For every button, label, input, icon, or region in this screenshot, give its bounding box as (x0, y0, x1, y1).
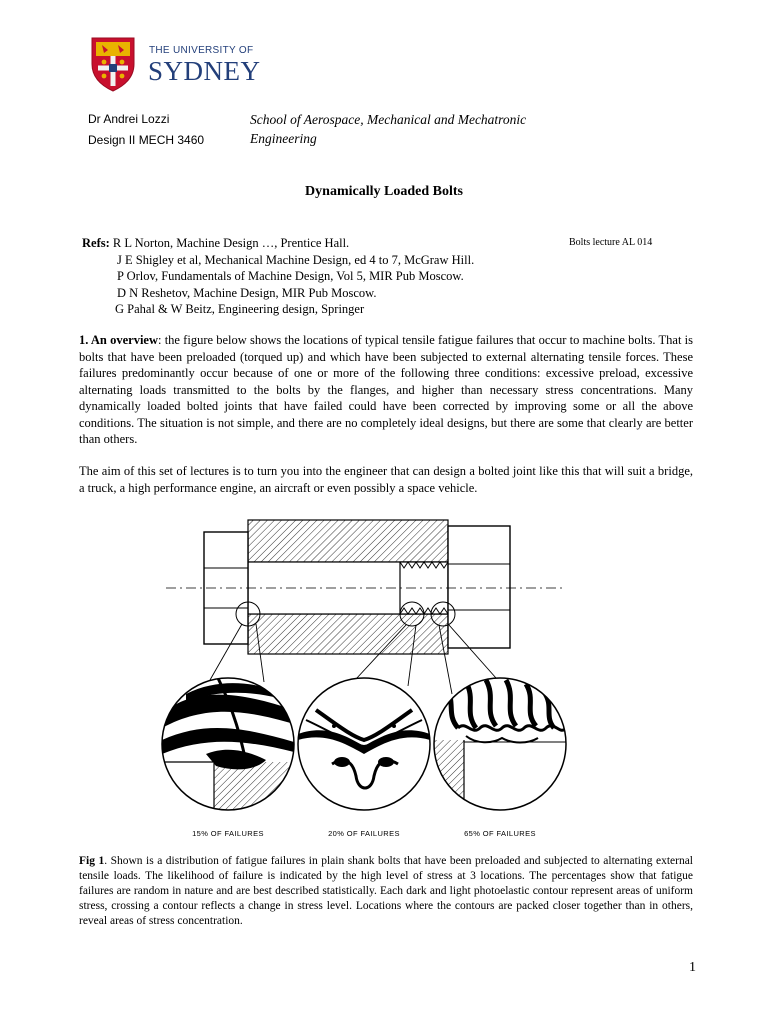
flange-bottom (248, 614, 448, 654)
page-number: 1 (689, 960, 696, 975)
school-line-2: Engineering (250, 131, 317, 146)
bolt-failure-illustration (146, 514, 578, 844)
author-name: Dr Andrei Lozzi (88, 112, 170, 126)
references-block (82, 235, 552, 318)
logo-line-2: SYDNEY (148, 56, 261, 86)
caption-label: Fig 1 (79, 855, 105, 867)
document-title: Dynamically Loaded Bolts (305, 184, 463, 199)
logo-line-1: THE UNIVERSITY OF (149, 45, 254, 56)
figure-caption (79, 854, 693, 929)
reference-line: G Pahal & W Beitz, Engineering design, Springer (115, 302, 365, 316)
failure-label-2: 20% OF FAILURES (328, 829, 400, 838)
overview-text: : the figure below shows the locations of typical tensile fatigue failures that occur to machine bolts. That is bolts that have been preloaded (torqued up) and which have been subjected to external alternating tensile forces. These failures predominantly occur because of one or more of the following three conditions: excessive preload, excessive alternating loads transmitted to the bolts by the flanges, and higher than necessary stress concentrations. Many dynamically loaded bolted joints that have failed could have been corrected by improving some or all the above conditions. The situation is not simple, and there are no completely ideal designs, but there are some that clearly are better than others. (79, 333, 693, 446)
caption-text: . Shown is a distribution of fatigue failures in plain shank bolts that have been preloaded and subjected to alternating external tensile loads. The likelihood of failure is indicated by the high level of stress at 3 locations. The percentages show that fatigue failures are random in nature and are best described statistically. Each dark and light photoelastic contour represent areas of uniform stress, crossing a contour reflects a change in stress level. Locations where the contours are packed closer together than in others, reveal areas of stress concentration. (79, 855, 693, 927)
reference-line: J E Shigley et al, Mechanical Machine Design, ed 4 to 7, McGraw Hill. (117, 252, 475, 267)
photoelastic-detail-head-fillet (162, 674, 294, 810)
school-line-1: School of Aerospace, Mechanical and Mechatronic (250, 112, 527, 127)
university-logo (90, 36, 260, 92)
flange-top (248, 520, 448, 562)
aim-paragraph: The aim of this set of lectures is to turn you into the engineer that can design a bolted joint like this that will suit a bridge, a truck, a high performance engine, an aircraft or even possibly a space vehicle. (79, 464, 693, 495)
refs-label: Refs: (82, 236, 110, 250)
reference-line: D N Reshetov, Machine Design, MIR Pub Moscow. (117, 285, 377, 300)
failure-label-3: 65% OF FAILURES (464, 829, 536, 838)
photoelastic-detail-thread-runout (298, 678, 430, 810)
photoelastic-detail-nut-thread (434, 678, 566, 810)
lecture-code: Bolts lecture AL 014 (569, 237, 653, 248)
failure-label-1: 15% OF FAILURES (192, 829, 264, 838)
course-code: Design II MECH 3460 (88, 133, 205, 147)
bolt-failure-figure (146, 514, 578, 844)
reference-item: R L Norton, Machine Design …, Prentice Hall. (112, 236, 350, 250)
university-crest-icon (90, 36, 136, 92)
reference-line (82, 235, 552, 252)
school-name (250, 110, 630, 148)
overview-heading: 1. An overview (79, 333, 158, 347)
reference-line: P Orlov, Fundamentals of Machine Design, Vol 5, MIR Pub Moscow. (117, 269, 464, 283)
overview-paragraph (79, 332, 693, 448)
